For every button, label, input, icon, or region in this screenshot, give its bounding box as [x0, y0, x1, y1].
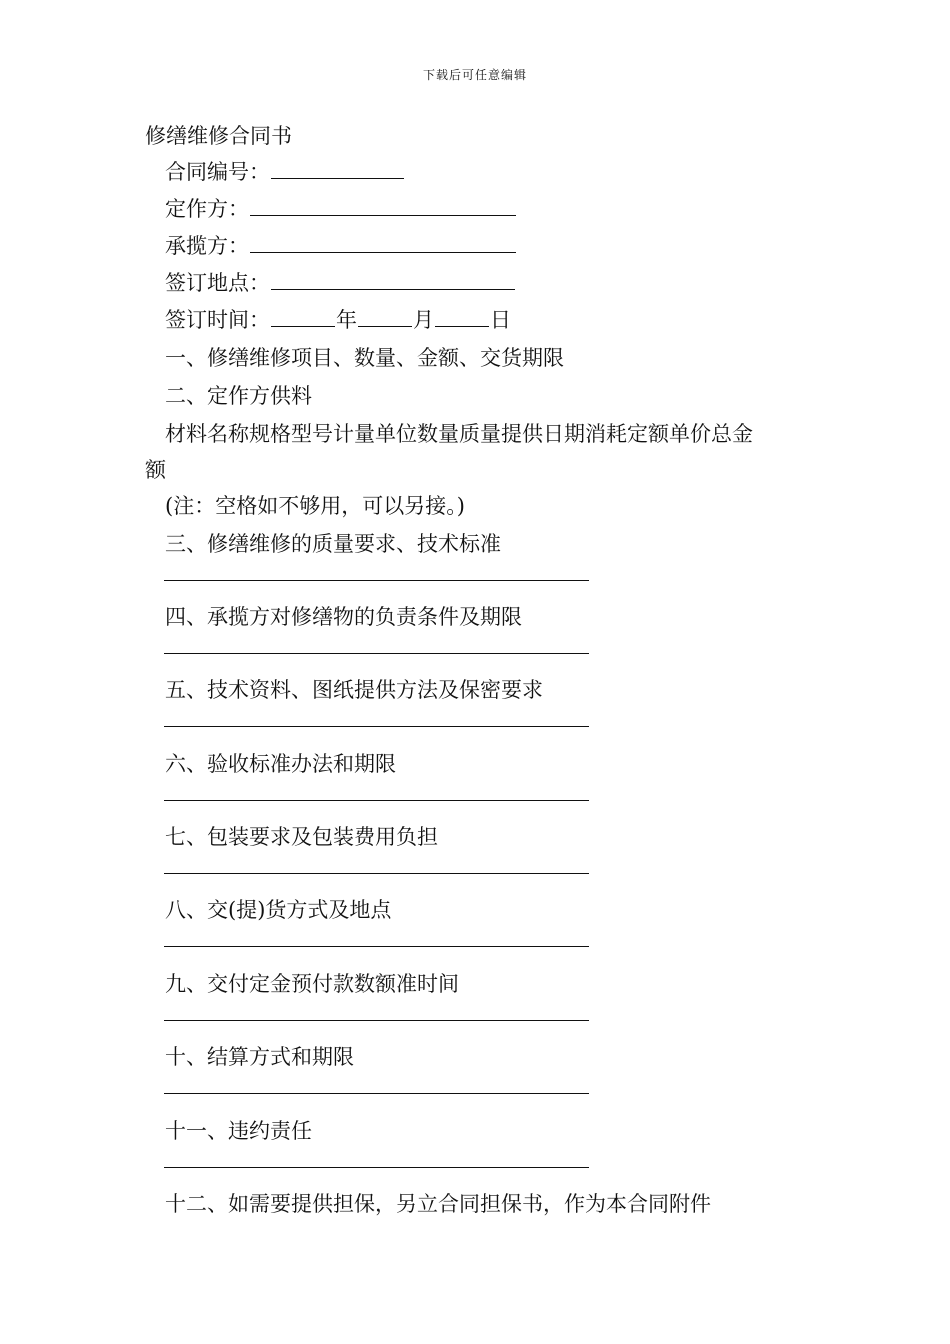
section-8-heading: 八、交(提)货方式及地点: [165, 898, 392, 922]
day-label: 日: [490, 308, 511, 332]
field-commissioner-label: 定作方：: [165, 197, 249, 221]
section-10-blank-line: [164, 1093, 589, 1094]
month-blank: [358, 308, 412, 327]
field-contractor-label: 承揽方：: [165, 234, 249, 258]
section-4-blank-line: [164, 653, 589, 654]
section-2-heading: 二、定作方供料: [165, 384, 312, 408]
section-11-heading: 十一、违约责任: [165, 1119, 312, 1143]
contractor-blank: [250, 234, 516, 253]
section-3-heading: 三、修缮维修的质量要求、技术标准: [165, 532, 501, 556]
section-4-heading: 四、承揽方对修缮物的负责条件及期限: [165, 605, 522, 629]
field-sign-time-label: 签订时间：: [165, 308, 270, 332]
section-9-heading: 九、交付定金预付款数额准时间: [165, 972, 459, 996]
commissioner-blank: [250, 197, 516, 216]
section-10-heading: 十、结算方式和期限: [165, 1045, 354, 1069]
section-6-blank-line: [164, 800, 589, 801]
year-label: 年: [336, 308, 357, 332]
day-blank: [435, 308, 489, 327]
field-contract-no-label: 合同编号：: [165, 160, 270, 184]
header-note: 下载后可任意编辑: [422, 68, 527, 82]
field-commissioner: [165, 196, 517, 222]
section-5-heading: 五、技术资料、图纸提供方法及保密要求: [165, 678, 543, 702]
section-3-blank-line: [164, 580, 589, 581]
section-11-blank-line: [164, 1167, 589, 1168]
field-sign-place-label: 签订地点：: [165, 271, 270, 295]
section-5-blank-line: [164, 726, 589, 727]
month-label: 月: [413, 308, 434, 332]
section-1-heading: 一、修缮维修项目、数量、金额、交货期限: [165, 346, 564, 370]
section-8-blank-line: [164, 946, 589, 947]
year-blank: [271, 308, 335, 327]
field-contract-no: [165, 159, 405, 185]
contract-no-blank: [271, 160, 404, 179]
materials-table-header-wrap: 额: [145, 458, 166, 482]
section-6-heading: 六、验收标准办法和期限: [165, 752, 396, 776]
document-title: 修缮维修合同书: [145, 124, 292, 148]
field-sign-time: [165, 307, 511, 333]
table-note: (注：空格如不够用，可以另接。): [165, 494, 465, 518]
materials-table-header: 材料名称规格型号计量单位数量质量提供日期消耗定额单价总金: [165, 422, 753, 446]
section-12-heading: 十二、如需要提供担保，另立合同担保书，作为本合同附件: [165, 1192, 711, 1216]
section-7-blank-line: [164, 873, 589, 874]
sign-place-blank: [271, 271, 515, 290]
field-sign-place: [165, 270, 516, 296]
section-7-heading: 七、包装要求及包装费用负担: [165, 825, 438, 849]
field-contractor: [165, 233, 517, 259]
section-9-blank-line: [164, 1020, 589, 1021]
